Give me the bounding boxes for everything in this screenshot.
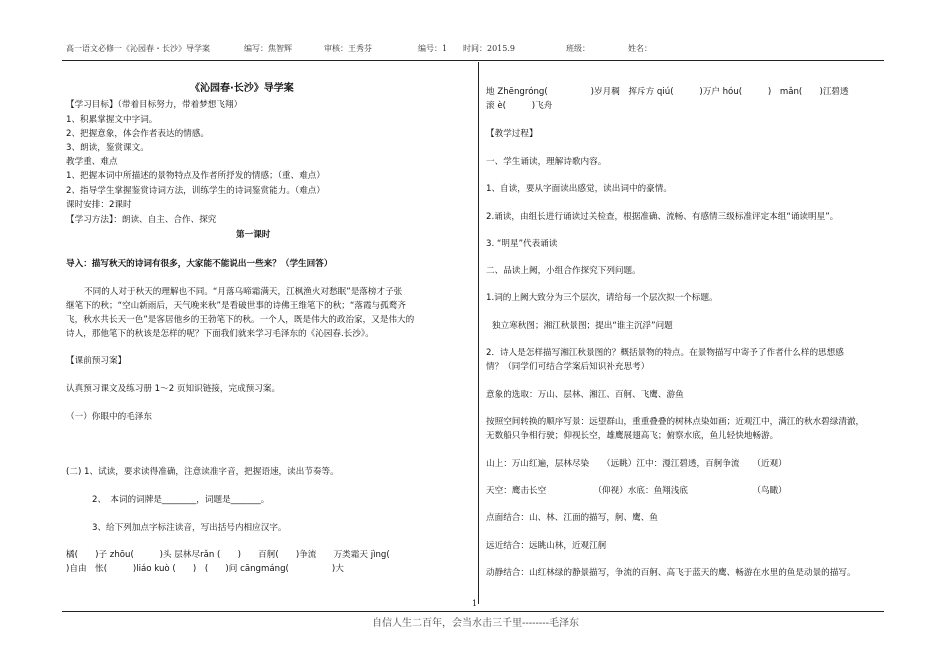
header-course: 高一语文必修一《沁园春・长沙》导学案: [66, 44, 210, 53]
space-order-line: 无数船只争相行驶；仰视长空，雄鹰展翅高飞；俯察水底，鱼儿轻快地畅游。: [486, 431, 779, 441]
preview-item-2: (二) 1、试读，要求读得准确，注意读准字音，把握语速，读出节奏等。: [66, 467, 339, 477]
preview-item-1: （一）你眼中的毛泽东: [66, 412, 152, 422]
space-order-line: 按照空间转换的顺序写景：远望群山，重重叠叠的树林点染如画；近观江中，满江的秋水碧绿清澈，: [486, 417, 865, 427]
key-point: 1、把握本词中所描述的景物特点及作者所抒发的情感；（重、难点）: [66, 171, 325, 181]
intro-question: 导入：描写秋天的诗词有很多，大家能不能说出一些来？（学生回答）: [66, 259, 333, 269]
header-time: 时间：2015.9: [463, 44, 515, 53]
preview-item-3: 2、 本词的词牌是________，词题是_______。: [92, 495, 270, 505]
intro-paragraph-line: 飞，秋水共长天一色”是客居他乡的王勃笔下的秋。一个人，既是伟大的政治家，又是伟大的: [66, 315, 415, 325]
process-heading: 【教学过程】: [486, 129, 538, 139]
near-far: 远近结合：远眺山林，近观江舸: [486, 541, 607, 551]
pinyin-line: 橘( )子 zhōu( )头 层林尽rǎn ( ) 百舸( )争流 万类霜天 jìng(: [66, 550, 390, 560]
column-divider: [478, 62, 479, 604]
header-reviewer: 审核：王秀芬: [324, 44, 372, 53]
header-author: 编写：焦智辉: [244, 44, 292, 53]
goals-heading: 【学习目标】（带着目标努力，带着梦想飞翔）: [66, 100, 243, 110]
sky-water: 天空：鹰击长空 （仰视）水底：鱼翔浅底 （鸟瞰）: [486, 486, 787, 496]
goal-item: 3、朗读，鉴赏课文。: [66, 143, 149, 153]
intro-paragraph-line: 不同的人对于秋天的理解也不同。“月落乌啼霜满天，江枫渔火对愁眠”是落榜才子张: [84, 287, 403, 297]
static-dynamic: 动静结合：山红林绿的静景描写，争流的百舸、高飞于蓝天的鹰、畅游在水里的鱼是动景的描写。: [486, 568, 856, 578]
class-hours: 课时安排：2课时: [66, 200, 132, 210]
step-heading: 二、品读上阙，小组合作探究下列问题。: [486, 266, 641, 276]
doc-title: 《沁园春·长沙》导学案: [190, 83, 294, 94]
methods: 【学习方法】：朗读、自主、合作、探究: [66, 215, 217, 225]
step-heading: 一、学生诵读，理解诗歌内容。: [486, 157, 607, 167]
point-face: 点面结合：山、林、江面的描写，舸、鹰、鱼: [486, 513, 658, 523]
pinyin-line: 滚 è( )飞舟: [486, 101, 553, 111]
step-item: 3. “明星”代表诵读: [486, 239, 558, 249]
lesson-heading: 第一课时: [236, 230, 271, 240]
header-name: 姓名：: [628, 44, 652, 53]
goal-item: 1、积累掌握文中字词。: [66, 115, 158, 125]
step-item: 1、自读，要从字面读出感觉，读出词中的豪情。: [486, 184, 672, 194]
header-number: 编号：1: [418, 44, 448, 53]
question: 1.词的上阙大致分为三个层次，请给每一个层次拟一个标题。: [486, 293, 718, 303]
pinyin-line: )自由 怅( )liáo kuò ( ) ( )问 cāngmáng( )大: [66, 564, 344, 574]
key-point: 2、指导学生掌握鉴赏诗词方法，训练学生的诗词鉴赏能力。（难点）: [66, 186, 325, 196]
page-number: 1: [472, 599, 478, 608]
footer-motto: 自信人生二百年，会当水击三千里--------毛泽东: [372, 618, 580, 629]
question: 2．诗人是怎样描写湘江秋景图的？概括景物的特点。在景物描写中寄予了作者什么样的思想感: [486, 348, 844, 358]
goal-item: 2、把握意象，体会作者表达的情感。: [66, 129, 209, 139]
imagery: 意象的选取：万山、层林、湘江、百舸、飞鹰、游鱼: [486, 390, 684, 400]
preview-heading: 【课前预习案】: [66, 356, 127, 366]
mountain-river: 山上：万山红遍，层林尽染 （远眺）江中：漫江碧透，百舸争流 （近观）: [486, 459, 787, 469]
intro-paragraph-line: 继笔下的秋；“空山新雨后，天气晚来秋”是看破世事的诗佛王维笔下的秋；“落霞与孤鹜齐: [66, 301, 406, 311]
answer: 独立寒秋图；湘江秋景图；提出“谁主沉浮”问题: [492, 321, 673, 331]
key-heading: 教学重、难点: [66, 157, 118, 167]
header-rule: [62, 60, 884, 61]
intro-paragraph-line: 诗人，那他笔下的秋该是怎样的呢？下面我们就来学习毛泽东的《沁园春.长沙》。: [66, 329, 374, 339]
footer-rule: [62, 611, 884, 612]
question: 情？（同学们可结合学案后知识补充思考）: [486, 362, 650, 372]
header-class: 班级：: [566, 44, 590, 53]
preview-item-4: 3、给下列加点字标注读音，写出括号内相应汉字。: [92, 523, 287, 533]
step-item: 2.诵读，由组长进行诵读过关检查，根据准确、流畅、有感情三级标准评定本组“诵读明星”。: [486, 212, 839, 222]
preview-instruction: 认真预习课文及练习册 1～2 页知识链接，完成预习案。: [66, 384, 281, 394]
pinyin-line: 地 Zhēngróng( )岁月稠 挥斥方 qiú( )万户 hóu( ) mǎn( )江碧透: [486, 87, 849, 97]
